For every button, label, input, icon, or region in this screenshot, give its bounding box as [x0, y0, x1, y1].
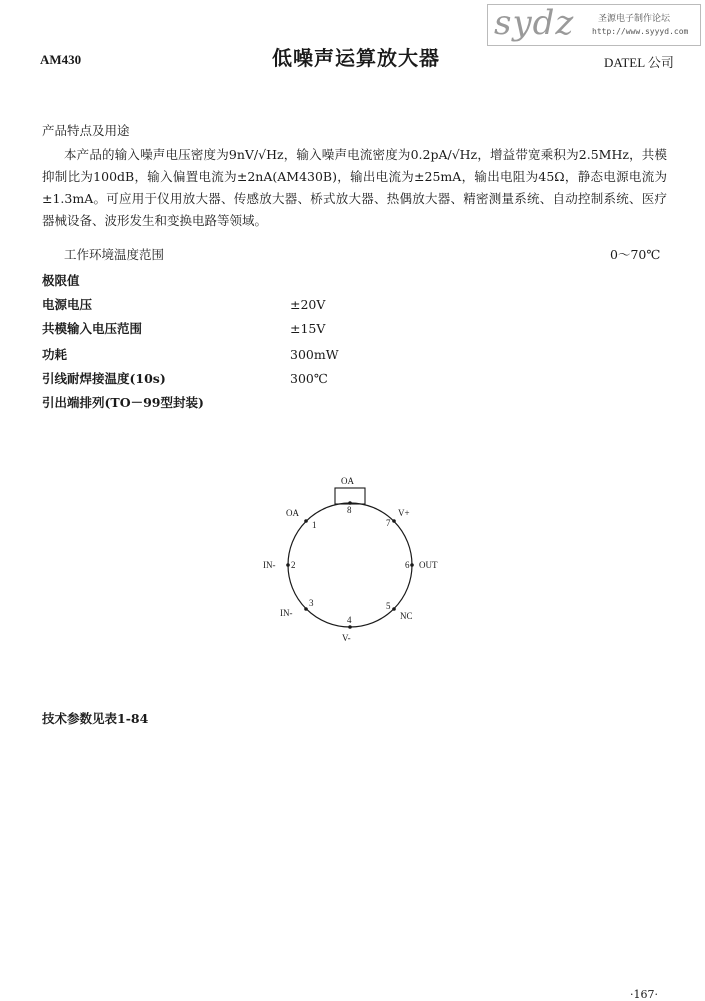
pin-number: 1: [312, 520, 317, 530]
manufacturer: DATEL 公司: [604, 55, 674, 70]
limit-name: 电源电压: [42, 297, 93, 312]
pin-dot: [348, 625, 352, 629]
pin-label: V+: [398, 508, 410, 518]
pin-number: 3: [309, 598, 314, 608]
limit-value: 300℃: [290, 371, 328, 386]
pinout-diagram: [260, 470, 450, 660]
pin-label: OA: [286, 508, 299, 518]
features-description: 本产品的输入噪声电压密度为9nV/√Hz，输入噪声电流密度为0.2pA/√Hz，增益带宽乘积为2.5MHz，共模抑制比为100dB，输入偏置电流为±2nA(AM430B)，输出电流为±25mA，输出电阻为45Ω，静态电源电流为±1.3mA。可应用于仪用放大器、传感放大器、桥式放大器、热偶放大器、精密测量系统、自动控制系统、医疗器械设备、波形发生和变换电路等领域。: [42, 147, 667, 228]
limit-value: ±20V: [290, 297, 326, 312]
reference-note: 技术参数见表1-84: [42, 711, 149, 726]
watermark: [487, 4, 701, 46]
watermark-url: http://www.syyyd.com: [592, 27, 689, 36]
operating-temp-value: 0～70℃: [610, 247, 661, 262]
pin-label: IN-: [280, 608, 293, 618]
watermark-site-name: 圣源电子制作论坛: [598, 14, 671, 24]
pin-label: IN-: [263, 560, 276, 570]
pin-number: 4: [347, 615, 352, 625]
pin-dot: [410, 563, 414, 567]
features-heading: 产品特点及用途: [42, 123, 130, 138]
pin-number: 8: [347, 505, 352, 515]
pin-label: NC: [400, 611, 413, 621]
page-number: ·167·: [630, 988, 658, 1001]
page-title: 低噪声运算放大器: [272, 46, 440, 70]
pinout-heading: 引出端排列(TO－99型封装): [42, 395, 204, 410]
pin-dot: [304, 607, 308, 611]
pin-label: V-: [342, 633, 351, 643]
pin-number: 6: [405, 560, 410, 570]
limit-name: 共模输入电压范围: [42, 321, 143, 336]
limit-value: ±15V: [290, 321, 326, 336]
pin-number: 2: [291, 560, 296, 570]
part-number: AM430: [40, 52, 82, 67]
pin-dot: [286, 563, 290, 567]
pin-label: OUT: [419, 560, 438, 570]
limit-name: 功耗: [42, 347, 68, 362]
operating-temp-label: 工作环境温度范围: [64, 247, 165, 262]
limit-value: 300mW: [290, 347, 339, 362]
pin-dot: [392, 607, 396, 611]
pin-number: 7: [386, 518, 391, 528]
tab-label: OA: [341, 476, 354, 486]
watermark-logo: sydz: [494, 3, 575, 43]
pin-number: 5: [386, 601, 391, 611]
pin-dot: [392, 519, 396, 523]
limit-name: 引线耐焊接温度(10s): [42, 371, 166, 386]
pin-dot: [304, 519, 308, 523]
limits-heading: 极限值: [42, 273, 80, 288]
